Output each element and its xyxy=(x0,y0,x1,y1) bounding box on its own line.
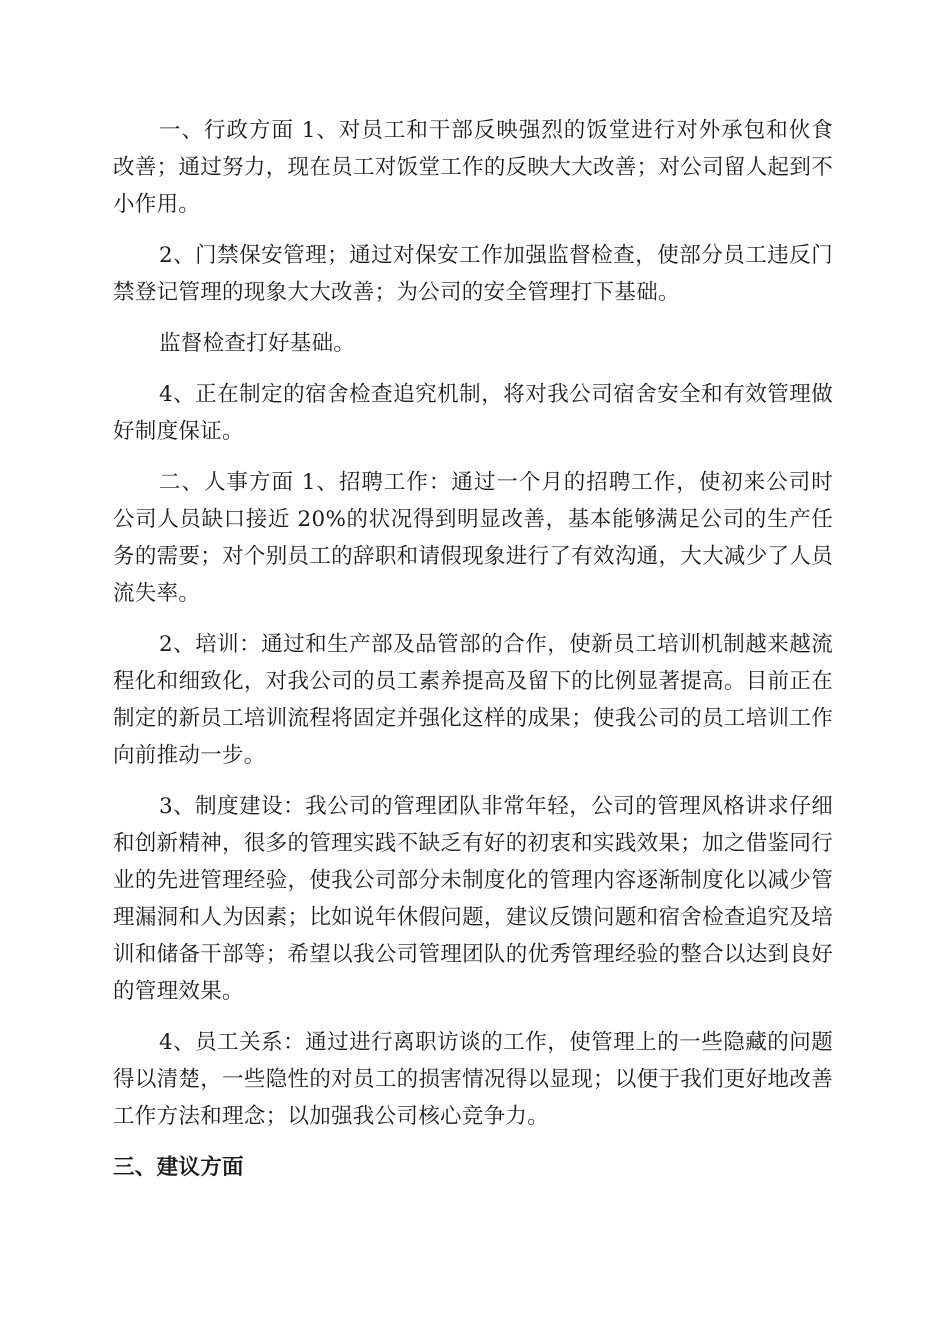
section-heading-suggestions: 三、建议方面 xyxy=(113,1155,244,1180)
paragraph-training: 2、培训：通过和生产部及品管部的合作，使新员工培训机制越来越流程化和细致化，对我公司的员工素养提高及留下的比例显著提高。目前正在制定的新员工培训流程将固定并强化这样的成果；使我公司的员工培训工作向前推动一步。 xyxy=(113,632,833,768)
paragraph-admin-canteen: 一、行政方面 1、对员工和干部反映强烈的饭堂进行对外承包和伙食改善；通过努力，现在员工对饭堂工作的反映大大改善；对公司留人起到不小作用。 xyxy=(113,118,833,217)
paragraph-system-building: 3、制度建设：我公司的管理团队非常年轻，公司的管理风格讲求仔细和创新精神，很多的管理实践不缺乏有好的初衷和实践效果；加之借鉴同行业的先进管理经验，使我公司部分未制度化的管理内容逐渐制度化以减少管理漏洞和人为因素；比如说年休假问题，建议反馈问题和宿舍检查追究及培训和储备干部等；希望以我公司管理团队的优秀管理经验的整合以达到良好的管理效果。 xyxy=(113,794,833,1004)
paragraph-access-security: 2、门禁保安管理；通过对保安工作加强监督检查，使部分员工违反门禁登记管理的现象大大改善；为公司的安全管理打下基础。 xyxy=(113,243,833,305)
paragraph-supervision: 监督检查打好基础。 xyxy=(159,331,356,356)
paragraph-dormitory: 4、正在制定的宿舍检查追究机制，将对我公司宿舍安全和有效管理做好制度保证。 xyxy=(113,382,833,444)
paragraph-employee-relations: 4、员工关系：通过进行离职访谈的工作，使管理上的一些隐藏的问题得以清楚，一些隐性的对员工的损害情况得以显现；以便于我们更好地改善工作方法和理念；以加强我公司核心竞争力。 xyxy=(113,1030,833,1129)
document-body xyxy=(113,112,833,1186)
paragraph-hr-recruitment: 二、人事方面 1、招聘工作：通过一个月的招聘工作，使初来公司时公司人员缺口接近 20%的状况得到明显改善，基本能够满足公司的生产任务的需要；对个别员工的辞职和请假现象进行了有效沟通，大大减少了人员流失率。 xyxy=(113,470,833,606)
